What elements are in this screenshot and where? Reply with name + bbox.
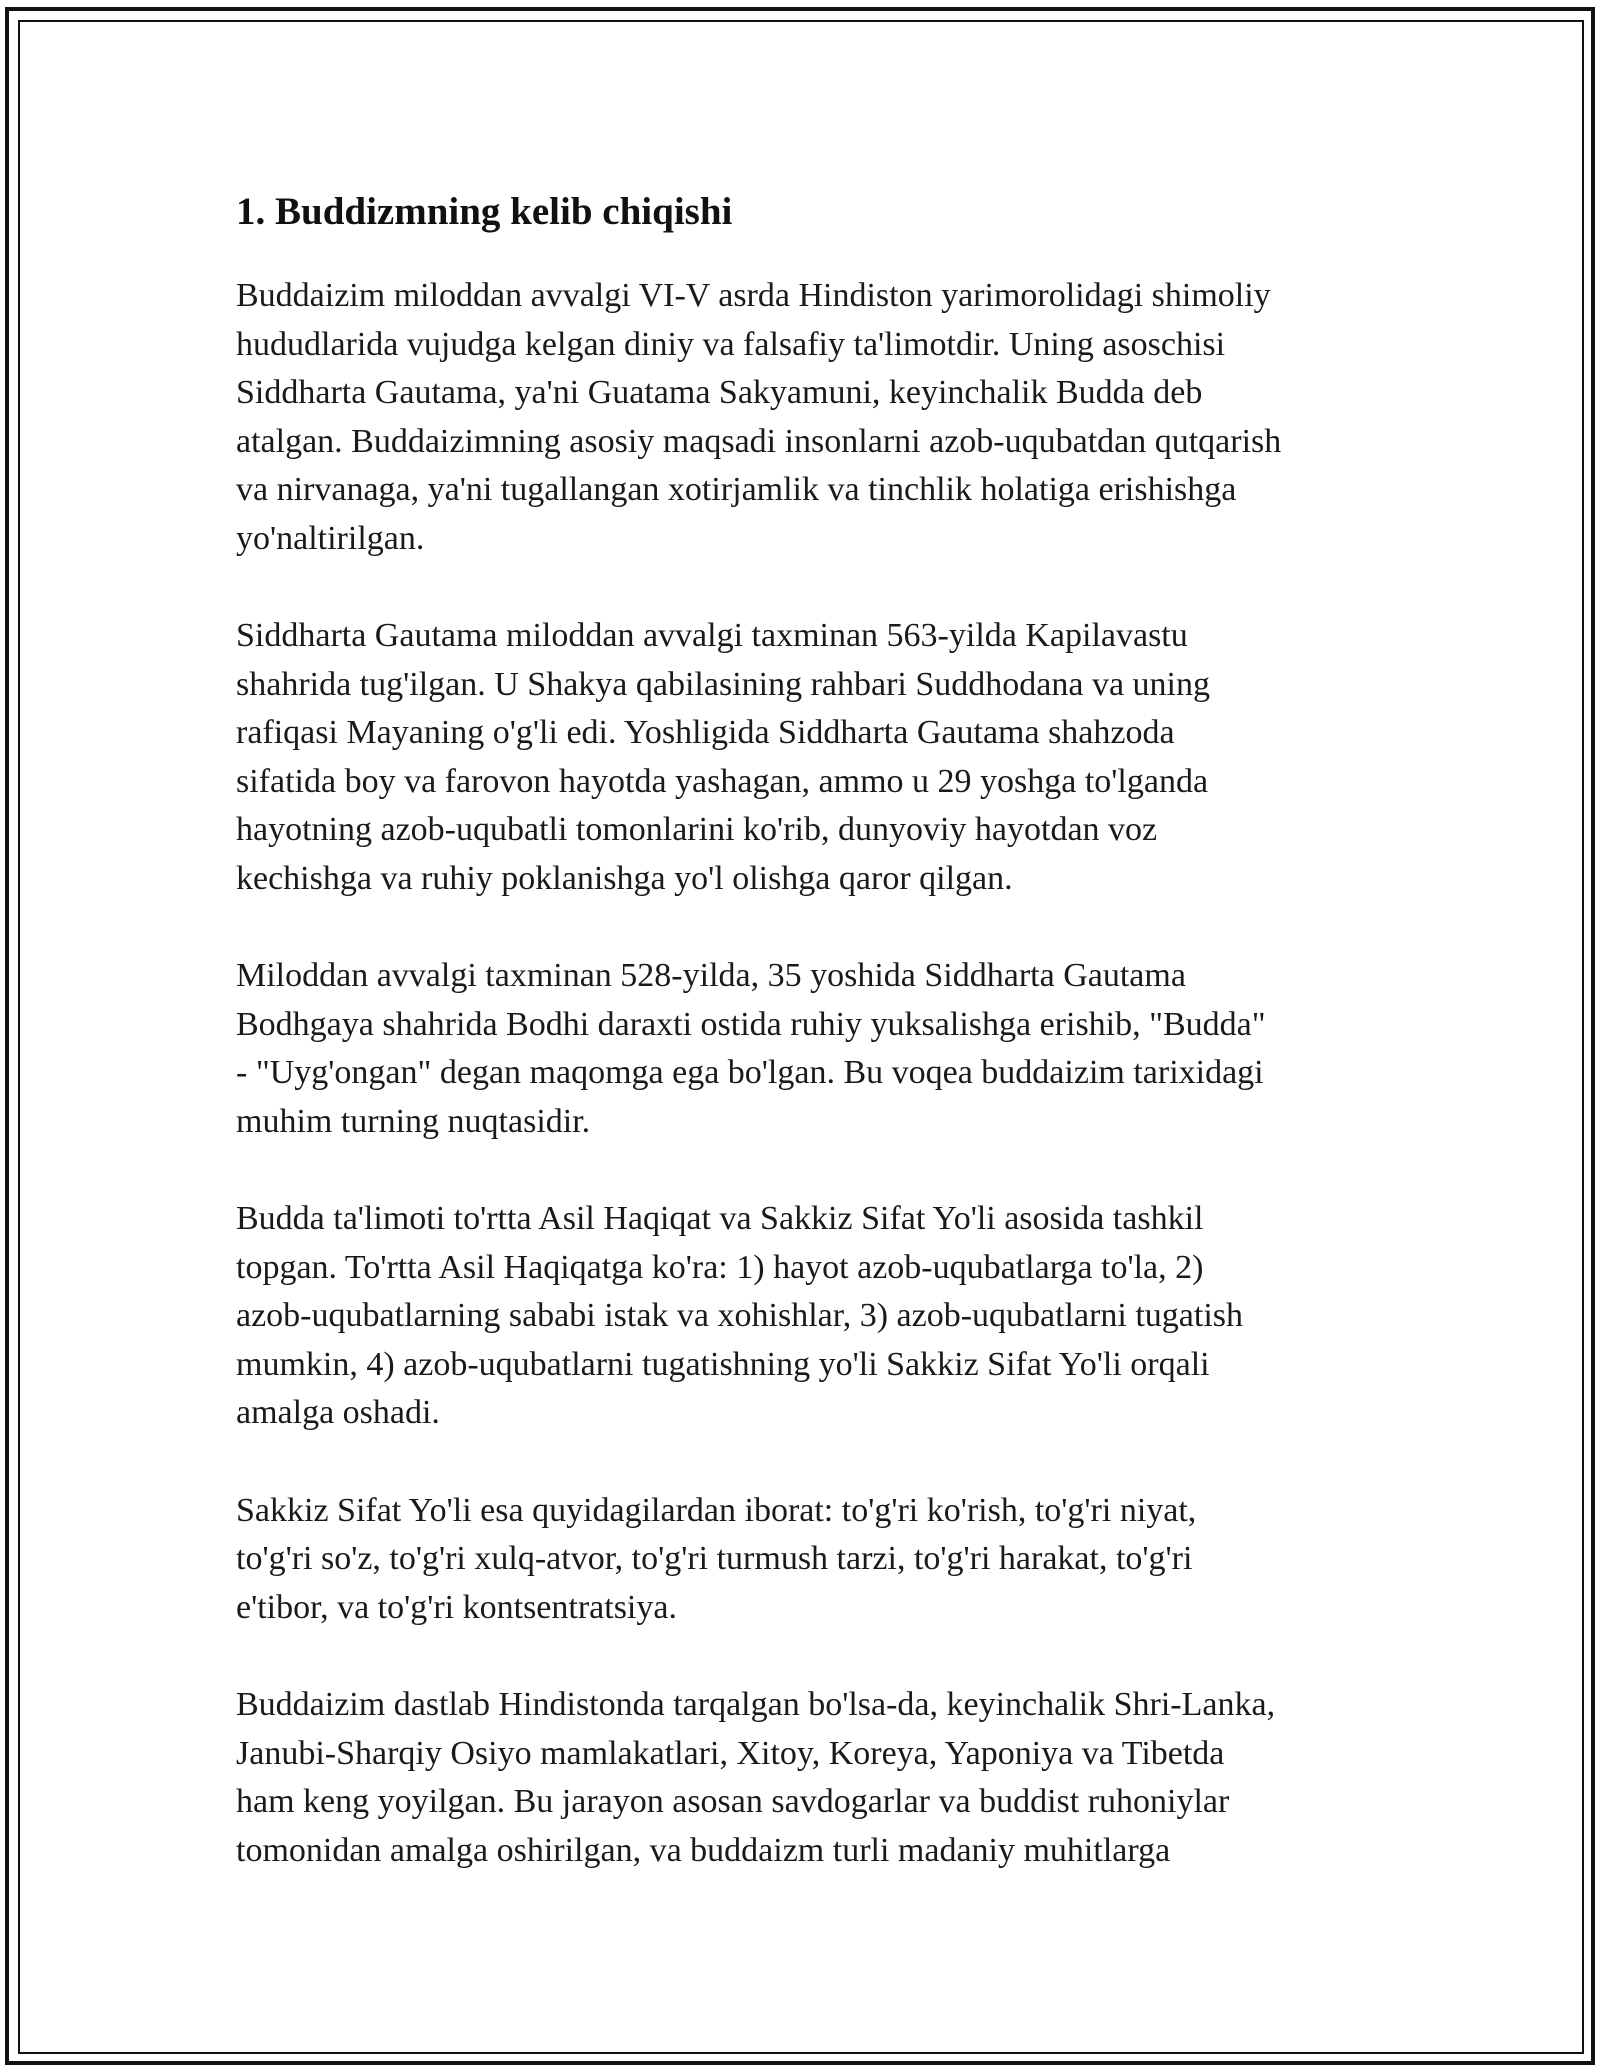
paragraph-line: rafiqasi Mayaning o'g'li edi. Yoshligida Siddharta Gautama shahzoda bbox=[236, 714, 1175, 751]
paragraph-line: Siddharta Gautama miloddan avvalgi taxminan 563-yilda Kapilavastu bbox=[236, 617, 1188, 654]
paragraph-line: - "Uyg'ongan" degan maqomga ega bo'lgan. Bu voqea buddaizim tarixidagi bbox=[236, 1054, 1264, 1091]
paragraph bbox=[236, 1487, 1386, 1633]
paragraph-line: to'g'ri so'z, to'g'ri xulq-atvor, to'g'ri turmush tarzi, to'g'ri harakat, to'g'ri bbox=[236, 1540, 1193, 1577]
paragraph-line: azob-uqubatlarning sababi istak va xohishlar, 3) azob-uqubatlarni tugatish bbox=[236, 1297, 1244, 1334]
paragraph-line: kechishga va ruhiy poklanishga yo'l olishga qaror qilgan. bbox=[236, 859, 1013, 897]
paragraph-line: shahrida tug'ilgan. U Shakya qabilasining rahbari Suddhodana va uning bbox=[236, 665, 1210, 703]
paragraph-line: Siddharta Gautama, ya'ni Guatama Sakyamuni, keyinchalik Budda deb bbox=[236, 374, 1203, 411]
paragraph-line: hayotning azob-uqubatli tomonlarini ko'rib, dunyoviy hayotdan voz bbox=[236, 811, 1158, 848]
paragraph-line: tomonidan amalga oshirilgan, va buddaizm turli madaniy muhitlarga bbox=[236, 1831, 1171, 1869]
paragraph-line: Buddaizim miloddan avvalgi VI-V asrda Hindiston yarimorolidagi shimoliy bbox=[236, 277, 1271, 314]
paragraph-line: e'tibor, va to'g'ri kontsentratsiya. bbox=[236, 1588, 677, 1626]
paragraph-line: va nirvanaga, ya'ni tugallangan xotirjamlik va tinchlik holatiga erishishga bbox=[236, 471, 1237, 508]
paragraph-line: mumkin, 4) azob-uqubatlarni tugatishning yo'li Sakkiz Sifat Yo'li orqali bbox=[236, 1345, 1210, 1383]
paragraph bbox=[236, 612, 1386, 903]
paragraph-line: Budda ta'limoti to'rtta Asil Haqiqat va Sakkiz Sifat Yo'li asosida tashkil bbox=[236, 1200, 1204, 1237]
paragraph-line: amalga oshadi. bbox=[236, 1394, 440, 1431]
paragraph-line: Bodhgaya shahrida Bodhi daraxti ostida ruhiy yuksalishga erishib, "Budda" bbox=[236, 1005, 1266, 1043]
section-heading: 1. Buddizmning kelib chiqishi bbox=[236, 190, 733, 233]
paragraph bbox=[236, 1195, 1386, 1438]
paragraph bbox=[236, 272, 1386, 563]
document-body bbox=[236, 186, 1386, 1924]
paragraph-line: muhim turning nuqtasidir. bbox=[236, 1102, 591, 1140]
paragraph-line: Janubi-Sharqiy Osiyo mamlakatlari, Xitoy, Koreya, Yaponiya va Tibetda bbox=[236, 1734, 1225, 1772]
paragraph-line: atalgan. Buddaizimning asosiy maqsadi insonlarni azob-uqubatdan qutqarish bbox=[236, 422, 1282, 460]
paragraph-line: topgan. To'rtta Asil Haqiqatga ko'ra: 1) hayot azob-uqubatlarga to'la, 2) bbox=[236, 1248, 1204, 1286]
paragraph-line: Buddaizim dastlab Hindistonda tarqalgan bo'lsa-da, keyinchalik Shri-Lanka, bbox=[236, 1686, 1276, 1723]
paragraph-line: sifatida boy va farovon hayotda yashagan, ammo u 29 yoshga to'lganda bbox=[236, 762, 1209, 800]
paragraph-line: yo'naltirilgan. bbox=[236, 519, 425, 557]
paragraph-line: hududlarida vujudga kelgan diniy va falsafiy ta'limotdir. Uning asoschisi bbox=[236, 325, 1226, 363]
paragraph-line: Sakkiz Sifat Yo'li esa quyidagilardan iborat: to'g'ri ko'rish, to'g'ri niyat, bbox=[236, 1491, 1197, 1529]
paragraph-list bbox=[236, 272, 1386, 1875]
paragraph bbox=[236, 952, 1386, 1146]
paragraph-line: Miloddan avvalgi taxminan 528-yilda, 35 yoshida Siddharta Gautama bbox=[236, 957, 1186, 994]
paragraph-line: ham keng yoyilgan. Bu jarayon asosan savdogarlar va buddist ruhoniylar bbox=[236, 1783, 1230, 1820]
paragraph bbox=[236, 1681, 1386, 1875]
